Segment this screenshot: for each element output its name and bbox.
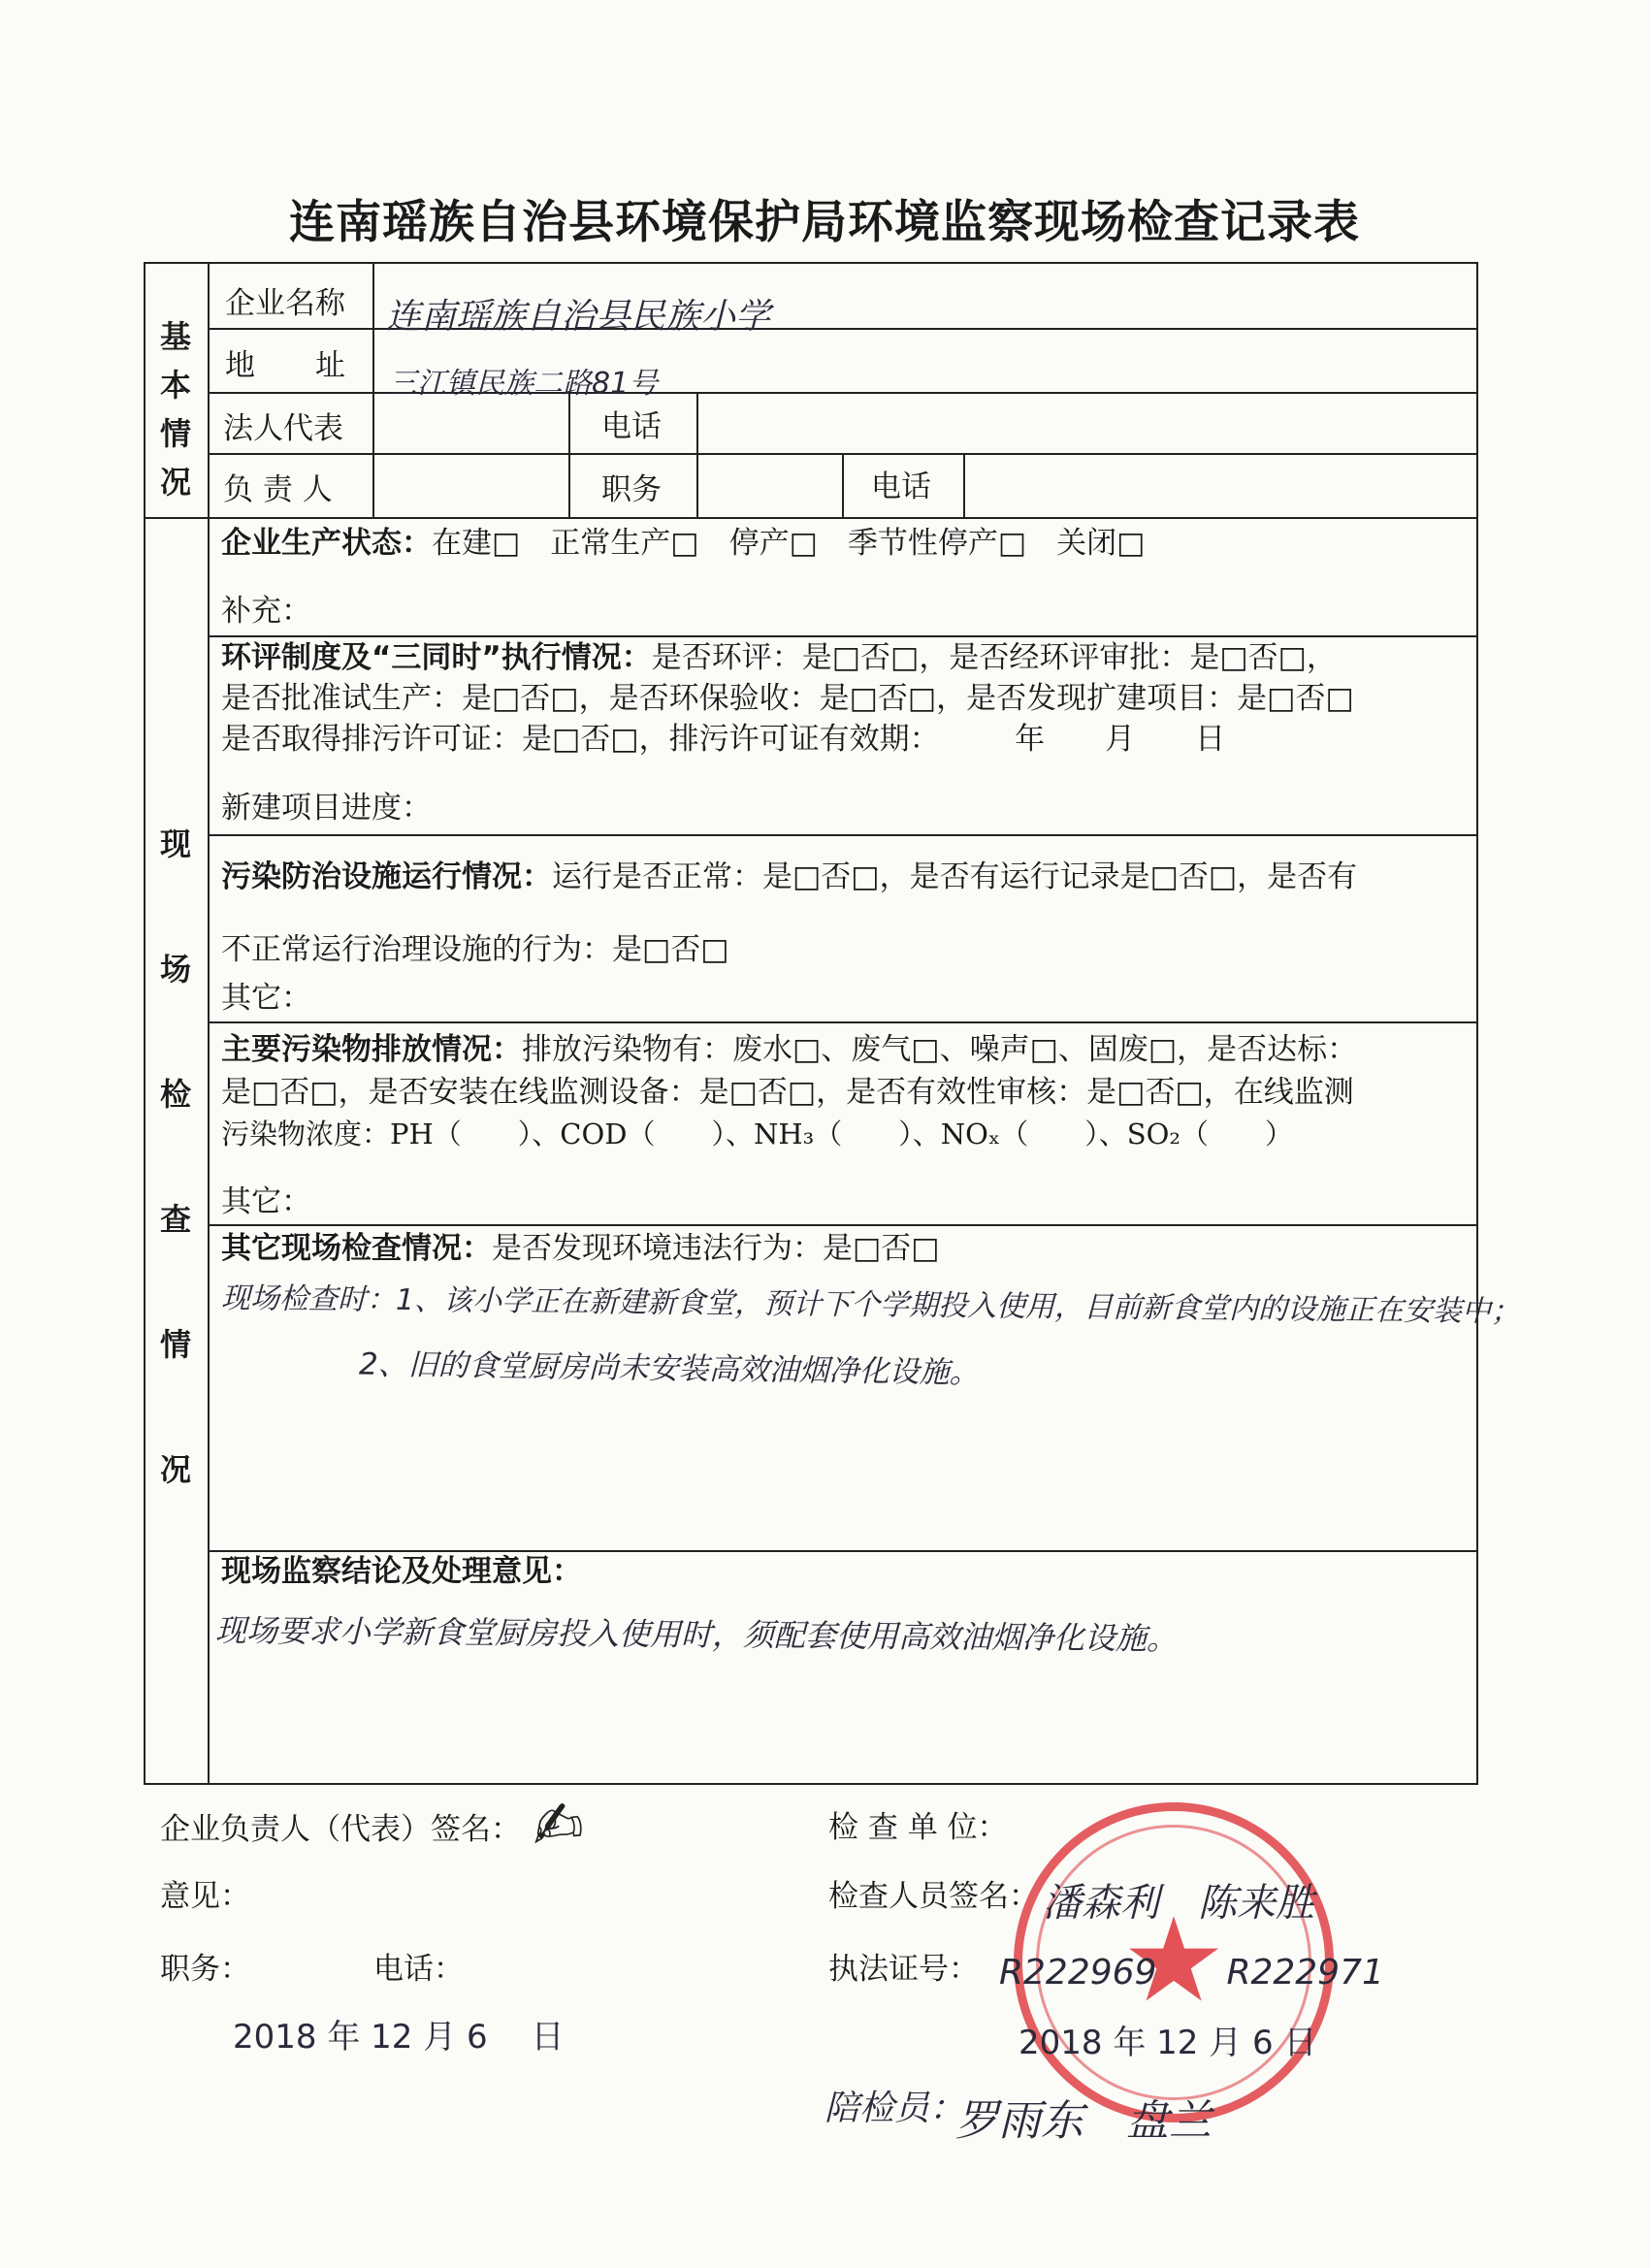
- company-name-value: 连南瑶族自治县民族小学: [386, 297, 771, 337]
- divider: [208, 1021, 1478, 1023]
- page-title: 连南瑶族自治县环境保护局环境监察现场检查记录表: [289, 196, 1360, 249]
- other-text: 是否发现环境违法行为：是□否□: [492, 1231, 940, 1266]
- facility-head: 污染防治设施运行情况：: [221, 859, 552, 894]
- address-label: 地 址: [225, 348, 345, 383]
- emission-other: 其它：: [221, 1184, 311, 1219]
- label-char: 情: [159, 1326, 191, 1363]
- inspect-date: 2018 年 12 月 6 日: [1018, 2024, 1317, 2062]
- inspector-label: 检查人员签名：: [828, 1879, 1039, 1914]
- status-options: 在建□ 正常生产□ 停产□ 季节性停产□ 关闭□: [432, 526, 1146, 561]
- divider: [208, 1224, 1478, 1226]
- divider: [208, 834, 1478, 836]
- eia-line-3: 是否取得排污许可证：是□否□，排污许可证有效期： 年 月 日: [221, 722, 1226, 757]
- label-char: 本: [159, 367, 191, 404]
- basic-section-bottom: [144, 517, 1478, 519]
- label-char: 现: [159, 826, 191, 862]
- other-findings-line: [221, 1231, 940, 1267]
- inspector-names: 潘森利 陈来胜: [1043, 1881, 1314, 1926]
- accompany-label: 陪检员：: [824, 2089, 965, 2128]
- label-char: 检: [159, 1076, 191, 1113]
- inspection-section-label: [144, 820, 208, 1571]
- emission-line-3: 污染物浓度：PH（ ）、COD（ ）、NH₃（ ）、NOₓ（ ）、SO₂（ ）: [221, 1118, 1294, 1150]
- handwritten-conclusion: 现场要求小学新食堂厨房投入使用时，须配套使用高效油烟净化设施。: [214, 1611, 1179, 1658]
- label-char: 况: [159, 1451, 191, 1488]
- divider: [963, 453, 965, 518]
- status-label: 企业生产状态：: [221, 526, 432, 561]
- facility-text-1: 运行是否正常：是□否□，是否有运行记录是□否□，是否有: [552, 859, 1358, 894]
- other-head: 其它现场检查情况：: [221, 1231, 492, 1266]
- company-name-label: 企业名称: [225, 286, 345, 321]
- label-char: 基: [159, 318, 191, 355]
- new-project-label: 新建项目进度：: [221, 791, 432, 826]
- label-char: 场: [159, 951, 191, 988]
- emission-line-2: 是□否□，是否安装在线监测设备：是□否□，是否有效性审核：是□否□，在线监测: [221, 1075, 1354, 1110]
- emission-line-1: [221, 1032, 1357, 1068]
- divider: [568, 392, 570, 518]
- company-date: 2018 年 12 月 6 日: [233, 2018, 565, 2057]
- company-sign-label: 企业负责人（代表）签名：: [160, 1812, 521, 1847]
- phone2-label: 电话: [871, 470, 931, 504]
- label-divider: [372, 262, 374, 518]
- position-label: 职务: [601, 472, 662, 507]
- left-column-divider: [208, 262, 210, 1785]
- emission-head: 主要污染物排放情况：: [221, 1032, 522, 1067]
- position-label-footer: 职务：: [160, 1952, 250, 1987]
- facility-other: 其它：: [221, 981, 311, 1016]
- divider: [696, 392, 698, 518]
- opinion-label: 意见：: [160, 1879, 250, 1914]
- label-char: 查: [159, 1201, 191, 1238]
- label-char: 情: [159, 415, 191, 452]
- conclusion-head: 现场监察结论及处理意见：: [221, 1554, 582, 1589]
- handwritten-finding-1: 现场检查时：1、该小学正在新建新食堂，预计下个学期投入使用，目前新食堂内的设施正在安装中；: [220, 1280, 1521, 1330]
- emission-text-1: 排放污染物有：废水□、废气□、噪声□、固废□，是否达标：: [522, 1032, 1358, 1067]
- eia-line-1: [221, 640, 1337, 676]
- eia-text-1: 是否环评：是□否□，是否经环评审批：是□否□，: [651, 640, 1337, 675]
- divider: [842, 453, 844, 518]
- address-value: 三江镇民族二路81号: [388, 367, 659, 401]
- eia-head: 环评制度及“三同时”执行情况：: [221, 640, 652, 675]
- production-status: [221, 526, 1145, 562]
- divider: [208, 1550, 1478, 1552]
- facility-line-1: [221, 859, 1357, 895]
- divider: [208, 635, 1478, 637]
- unit-label: 检 查 单 位：: [828, 1810, 1008, 1845]
- person-in-charge-label: 负 责 人: [223, 472, 333, 507]
- accompany-names: 罗雨东 盘兰: [955, 2096, 1212, 2146]
- cert-numbers: R222969 R222971: [999, 1953, 1384, 1993]
- phone-label-footer: 电话：: [373, 1952, 464, 1987]
- seal-star-icon: ★: [1121, 1894, 1226, 2028]
- supplement-label: 补充：: [221, 594, 311, 629]
- basic-section-label: [144, 312, 208, 506]
- legal-rep-label: 法人代表: [223, 411, 343, 446]
- cert-label: 执法证号：: [828, 1952, 979, 1987]
- phone-label: 电话: [601, 409, 662, 444]
- company-signature: ✍: [528, 1787, 588, 1864]
- handwritten-finding-2: 2、旧的食堂厨房尚未安装高效油烟净化设施。: [358, 1346, 980, 1391]
- eia-line-2: 是否批准试生产：是□否□，是否环保验收：是□否□，是否发现扩建项目：是□否□: [221, 681, 1354, 716]
- label-char: 况: [159, 464, 191, 501]
- facility-line-2: 不正常运行治理设施的行为：是□否□: [221, 932, 729, 967]
